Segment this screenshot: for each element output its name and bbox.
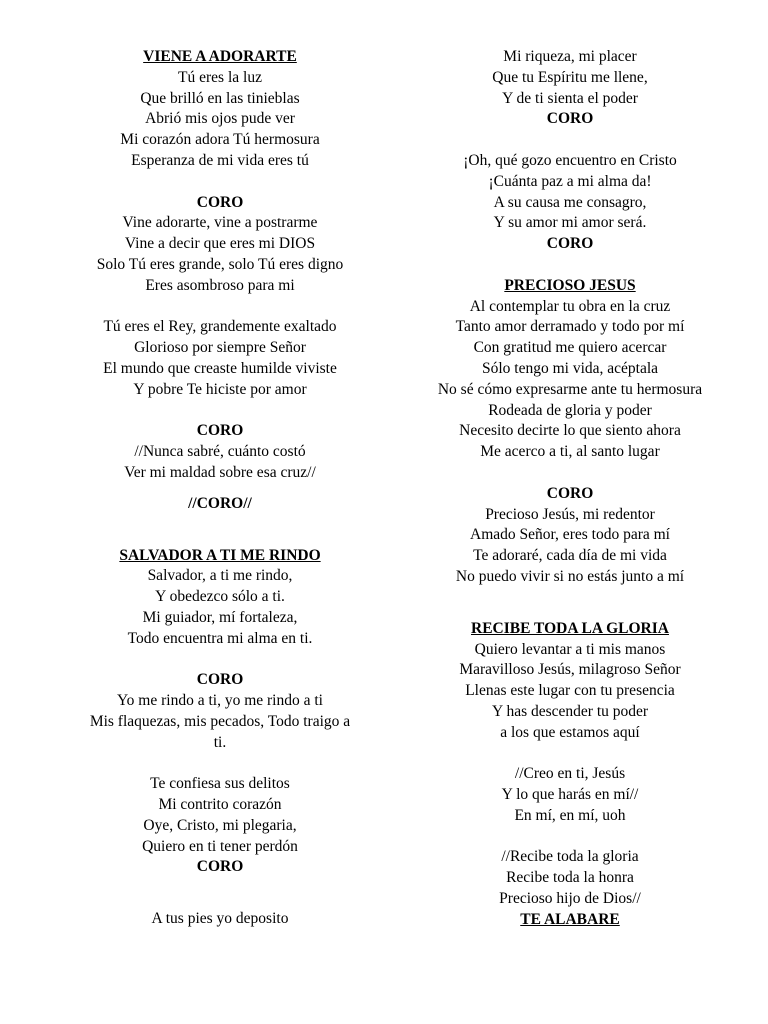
song-title: RECIBE TODA LA GLORIA [471, 619, 669, 637]
spacer [60, 754, 380, 775]
lyric-line: Te adoraré, cada día de mi vida [473, 547, 667, 565]
coro-label: CORO [196, 422, 244, 440]
lyric-line: Precioso Jesús, mi redentor [485, 505, 655, 523]
spacer [410, 588, 730, 619]
lyric-line: //Recibe toda la gloria [501, 848, 639, 866]
coro-label: CORO [196, 193, 244, 211]
spacer [60, 172, 380, 193]
lyric-line: Mi contrito corazón [158, 796, 282, 814]
lyric-line: En mí, en mí, uoh [514, 806, 626, 824]
spacer [410, 744, 730, 765]
lyric-line: Y su amor mi amor será. [493, 214, 647, 232]
lyric-line: Esperanza de mi vida eres tú [131, 151, 309, 169]
coro-label: CORO [196, 671, 244, 689]
lyric-line: Sólo tengo mi vida, acéptala [481, 359, 659, 377]
spacer [60, 401, 380, 422]
lyric-line: Que brilló en las tinieblas [140, 89, 300, 107]
coro-label: CORO [546, 484, 594, 502]
left-column [60, 47, 380, 930]
lyric-line: Mi riqueza, mi placer [503, 48, 637, 65]
lyric-line: Glorioso por siempre Señor [134, 339, 306, 357]
lyric-line: El mundo que creaste humilde viviste [103, 359, 337, 377]
lyric-line: Al contemplar tu obra en la cruz [469, 297, 671, 315]
lyric-line: Rodeada de gloria y poder [488, 401, 652, 419]
right-column [410, 47, 730, 931]
lyric-line: ti. [213, 733, 227, 751]
lyric-line: Eres asombroso para mi [145, 276, 295, 294]
spacer [410, 827, 730, 848]
spacer [60, 878, 380, 909]
lyric-line: Tú eres la luz [178, 68, 262, 86]
lyric-line: No puedo vivir si no estás junto a mí [455, 567, 685, 585]
lyric-line: Salvador, a ti me rindo, [147, 567, 293, 585]
lyric-line: Precioso hijo de Dios// [499, 890, 641, 908]
spacer [410, 255, 730, 276]
song-title: VIENE A ADORARTE [143, 48, 297, 65]
lyric-line: Necesito decirte lo que siento ahora [459, 422, 681, 440]
lyric-line: Recibe toda la honra [506, 869, 634, 887]
lyric-line: Tú eres el Rey, grandemente exaltado [103, 318, 337, 336]
lyric-line: A tus pies yo deposito [151, 910, 289, 928]
lyric-line: Oye, Cristo, mi plegaria, [143, 816, 297, 834]
lyric-line: ¡Oh, qué gozo encuentro en Cristo [463, 151, 677, 169]
lyric-line: Amado Señor, eres todo para mí [470, 526, 670, 544]
song-title: PRECIOSO JESUS [504, 276, 636, 294]
lyric-line: Vine a decir que eres mi DIOS [124, 235, 316, 253]
song-title: SALVADOR A TI ME RINDO [119, 546, 321, 564]
lyric-line: Quiero levantar a ti mis manos [474, 640, 666, 658]
spacer [60, 515, 380, 546]
spacer [60, 484, 380, 494]
coro-repeat-label: //CORO// [188, 494, 252, 512]
lyric-line: A su causa me consagro, [493, 193, 647, 211]
lyric-line: //Nunca sabré, cuánto costó [134, 443, 306, 461]
lyric-line: Maravilloso Jesús, milagroso Señor [459, 661, 681, 679]
lyric-line: Que tu Espíritu me llene, [492, 68, 648, 86]
lyric-line: Tanto amor derramado y todo por mí [455, 318, 685, 336]
lyric-line: Mis flaquezas, mis pecados, Todo traigo a [89, 712, 351, 730]
lyric-line: Mi guiador, mí fortaleza, [142, 608, 298, 626]
lyric-line: Y has descender tu poder [491, 702, 649, 720]
lyric-line: Llenas este lugar con tu presencia [465, 682, 675, 700]
lyric-line: Con gratitud me quiero acercar [473, 339, 667, 357]
lyric-line: Y lo que harás en mí// [501, 786, 639, 804]
lyric-line: Quiero en ti tener perdón [142, 837, 298, 855]
coro-label: CORO [546, 110, 594, 128]
lyric-line: Y de ti sienta el poder [502, 89, 638, 107]
lyric-line: No sé cómo expresarme ante tu hermosura [437, 380, 703, 398]
lyric-line: a los que estamos aquí [500, 723, 640, 741]
lyric-line: Ver mi maldad sobre esa cruz// [124, 463, 316, 481]
spacer [410, 463, 730, 484]
lyric-line: ¡Cuánta paz a mi alma da! [488, 172, 652, 190]
lyric-line: Todo encuentra mi alma en ti. [127, 629, 313, 647]
lyric-line: Vine adorarte, vine a postrarme [122, 214, 318, 232]
lyric-line: Me acerco a ti, al santo lugar [480, 443, 660, 461]
lyric-line: Yo me rindo a ti, yo me rindo a ti [117, 692, 323, 710]
lyric-line: Y obedezco sólo a ti. [155, 588, 285, 606]
spacer [60, 297, 380, 318]
coro-label: CORO [546, 235, 594, 253]
spacer [410, 130, 730, 151]
lyric-line: Y pobre Te hiciste por amor [133, 380, 307, 398]
song-title: TE ALABARE [520, 910, 620, 928]
lyric-line: Te confiesa sus delitos [150, 775, 290, 793]
spacer [60, 650, 380, 671]
lyric-line: Solo Tú eres grande, solo Tú eres digno [96, 255, 344, 273]
lyric-line: Abrió mis ojos pude ver [145, 110, 295, 128]
coro-label: CORO [196, 858, 244, 876]
lyric-line: //Creo en ti, Jesús [514, 765, 626, 783]
lyric-line: Mi corazón adora Tú hermosura [120, 131, 320, 149]
